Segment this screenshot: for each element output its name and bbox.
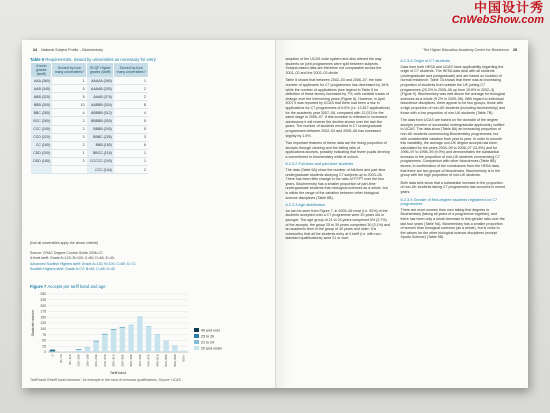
figure-caption	[30, 284, 106, 289]
legend-swatch	[194, 334, 199, 338]
table-row	[31, 133, 149, 141]
table-cell: CCC (144)	[87, 166, 114, 174]
x-tick-label: 0	[50, 354, 55, 357]
left-page	[22, 40, 276, 388]
body-paragraph: Table 5 shows that between 2002–03 and 2006–07, the total number of applicants for C7 programmes has decreased by 16%, while the number of applications (see legend to Table 5 for definition of these terms) increased by 7%, with variable tracks of change over the intervening years (Figure 8). However, in April 2007 it was reported by UCAS that there had been a rise in applications for C7 programmes of 6.6% (i.e. 12,817 applications) for the academic year 2007–08, compared with 12,023 for the same stage in 2006–07. If this increase is reflected in increased admissions it will reverse the decline shown over the last five years. The number of students enrolled in C7 undergraduate programmes between 2002–03 and 2005–06 has increased slightly by 1.5%.	[285, 78, 390, 138]
y-tick-label: 100	[40, 327, 46, 331]
watermark-en: CnWebShow.com	[451, 14, 544, 26]
x-tick-label: 160–199	[85, 354, 90, 367]
table-row	[31, 101, 149, 109]
bar-segment	[181, 351, 186, 352]
figure-note: Tariff band 0/‘tariff band unknown’, for example in the case of overseas qualifications. Source: UCAS.	[30, 378, 182, 382]
table-cell: BBBC (228)	[87, 133, 114, 141]
source-line: A level tariff: Grade A=120; B=100; C=80; D=60; E=40.	[30, 256, 115, 261]
body-paragraph: The data (Table 6A) show the number of full-time and part-time undergraduate students studying C7 subjects up to 2003–06. There has been little change in the ratio of FT:PT over the four years. Biochemistry has a smaller proportion of part-time undergraduate students than biological sciences as a whole, but is within the range of the variation between other biological science disciplines (Table 6B).	[285, 168, 388, 200]
bar-segment	[102, 335, 107, 352]
table-cell: ABBBB (312)	[87, 109, 114, 117]
bar-segment	[76, 350, 81, 352]
table-cell: 5	[52, 93, 87, 101]
bar-segment	[155, 335, 160, 352]
table-cell: CDD (200)	[31, 149, 52, 157]
left-running-head-text: National Subject Profile – Biochemistry	[41, 48, 103, 52]
section-heading: 6.2.3.2 Full-time and part-time students	[285, 161, 354, 167]
table-cell: 5	[114, 117, 148, 125]
legend-label: 25 to 39	[201, 334, 214, 339]
table-cell: 2	[52, 141, 87, 149]
bar-segment	[67, 351, 72, 352]
table-cell	[52, 166, 87, 174]
table-caption-text: Requirements, issued by universities as necessary for entry	[45, 57, 156, 62]
y-tick-label: 25	[42, 344, 46, 349]
bar-segment	[111, 330, 116, 352]
table-cell: BBB (300)	[31, 101, 52, 109]
table-cell: 5	[114, 125, 148, 133]
table-header-cell: Scored by how many universities?	[52, 63, 87, 77]
table-row	[31, 141, 149, 149]
table-cell: 3	[52, 133, 87, 141]
x-tick-label: 80–119	[67, 354, 72, 365]
table-cell: BBB (180)	[87, 141, 114, 149]
x-tick-label: 400–439	[137, 354, 142, 367]
table-row	[31, 109, 149, 117]
x-tick-label: 240–279	[102, 354, 107, 367]
table-cell: AAAB (376)	[87, 93, 114, 101]
y-tick-label: 200	[40, 303, 46, 308]
legend-swatch	[194, 346, 199, 350]
table-cell: 4	[114, 109, 148, 117]
table-cell: BBC (280)	[31, 109, 52, 117]
x-tick-label: 40–79	[59, 354, 64, 364]
table-row	[31, 157, 149, 165]
table-cell: 1	[52, 77, 87, 85]
table-row	[31, 117, 149, 125]
table-cell: 1	[114, 77, 148, 85]
y-tick-label: 125	[40, 321, 46, 326]
table-cell: AAB (340)	[31, 85, 52, 93]
table-cell: 6	[114, 141, 148, 149]
table-cell: CC (160)	[31, 141, 52, 149]
section-heading: 6.2.3.3 Age distribution	[285, 202, 326, 208]
table-row	[31, 149, 149, 157]
bar-segment	[172, 345, 177, 352]
body-paragraph: Data from both HESA and UCAS have applicability regarding the origin of C7 students. The HESA data deal with all students (undergraduate and postgraduate) and are based on location of normal residence. Table 7A shows that there was an increasing proportion of students from outside the UK joining C7 programmes (20.2% in 2005–06 up from 15.8% in 2002–3) (Figure 9). Biochemistry was well above the average for biological sciences as a whole (9.2% in 2005–06). With regard to individual bioscience disciplines, there appear to be two groups, those with a high proportion of non-UK students (including biochemistry) and those with a low proportion of non-UK students (Table 7B).	[400, 64, 506, 115]
table-row	[31, 166, 149, 174]
source-block	[30, 251, 150, 273]
table-cell: 8	[114, 101, 148, 109]
x-tick-label: 120–159	[76, 354, 81, 367]
table-cell: ABB (320)	[31, 93, 52, 101]
table-cell: AAAAA (360)	[87, 77, 114, 85]
table-cell: 10	[52, 101, 87, 109]
legend-swatch	[194, 340, 199, 344]
table-cell: AABBB (324)	[87, 101, 114, 109]
y-tick-label: 0	[44, 350, 46, 355]
table-cell: 2	[52, 117, 87, 125]
right-page	[276, 40, 529, 388]
bar-segment	[93, 342, 98, 352]
table-cell: CCD (220)	[31, 133, 52, 141]
bar-segment	[50, 351, 55, 352]
right-column-2	[401, 57, 506, 243]
y-tick-label: 225	[40, 298, 46, 302]
y-tick-label: 150	[40, 315, 46, 320]
y-axis-label: Students number	[31, 309, 35, 337]
legend-label: 21 to 24	[201, 340, 214, 345]
source-line: Source: CRAC Degree Course Guide 2006–07.	[30, 251, 104, 255]
table-header-cell: A level grades (tariff)	[31, 63, 52, 77]
table-row	[31, 93, 149, 101]
table-cell	[31, 166, 52, 174]
x-tick-label: 320–359	[120, 354, 125, 367]
table-row	[31, 85, 149, 93]
right-column-1	[286, 57, 391, 244]
table-header-cell: Scored by how many universities?	[114, 63, 148, 77]
table-cell: BBBBB (300)	[87, 117, 114, 125]
table-caption-label: Table 6	[30, 57, 45, 62]
section-heading: 6.2.3.4 Origin of C7 students	[400, 58, 451, 63]
right-running-head	[423, 48, 520, 52]
x-axis-label: Tariff band	[109, 371, 127, 375]
y-tick-label: 175	[40, 309, 46, 314]
table-cell: AAA (360)	[31, 77, 52, 85]
table-cell: 4	[52, 109, 87, 117]
table-row	[31, 125, 149, 133]
x-tick-label: 360–399	[129, 354, 134, 367]
requirements-table	[30, 63, 148, 174]
body-paragraph: adoption of the UCAS code system and also altered the way students on joint programmes were split between subjects. Subject-based data are therefore not comparable across the 2001–02 and the 2002–03 divide.	[285, 57, 382, 75]
table-cell: 1	[52, 149, 87, 157]
figure-caption-text: Accepts per tariff band and age	[47, 284, 106, 289]
x-tick-label: 600+	[181, 354, 186, 362]
legend-swatch	[194, 328, 199, 332]
y-tick-label: 250	[40, 292, 46, 297]
table-cell: 2	[52, 157, 87, 165]
table-cell: 5	[52, 85, 87, 93]
bar-segment	[120, 328, 125, 352]
bar-segment	[137, 317, 142, 352]
x-tick-label: 520–559	[164, 354, 169, 367]
bar-segment	[85, 347, 90, 352]
table-cell: 2	[114, 85, 148, 93]
source-line: Scottish Highers tariff: Grade A=72; B=60; C=48; D=42.	[30, 267, 116, 272]
table-header-cell: SCQF Higher grades (tariff)	[87, 63, 114, 77]
table-cell: CCCCC (240)	[87, 157, 114, 165]
body-paragraph: There are more women than men taking first degrees in Biochemistry (taking all years of a programme together), and there has been only a small decrease in this gender ratio over the last four years (Table 9A). Biochemistry has a smaller proportion of women than biological sciences (as a whole), but is close to the values for the other biological science disciplines (except Sports Science) (Table 9B).	[400, 207, 505, 240]
table-cell: BCC (260)	[31, 117, 52, 125]
y-tick-label: 50	[42, 338, 46, 343]
table-cell: 3	[114, 133, 148, 141]
x-tick-label: 560–599	[172, 354, 177, 367]
source-line: Advanced Scottish Highers tariff: Grade A=130; B=100; C=80; D=72.	[30, 261, 137, 266]
table-cell: 1	[114, 149, 148, 157]
right-running-head-text: The Higher Education Academy Centre for Bioscience	[423, 48, 509, 52]
table-cell: CCC (240)	[31, 125, 52, 133]
legend-label: 40 and over	[201, 328, 220, 333]
table-caption	[30, 57, 156, 62]
table-cell: BBBB (240)	[87, 125, 114, 133]
bar-segment	[128, 325, 133, 352]
table-header-row	[31, 63, 149, 77]
bar-segment	[146, 326, 151, 352]
x-tick-label: 200–239	[94, 354, 99, 367]
right-page-number: 25	[513, 48, 517, 52]
table-cell: DDD (180)	[31, 157, 52, 165]
legend-label: 20 and under	[201, 346, 223, 351]
x-tick-label: 280–319	[111, 354, 116, 367]
table-cell: AAAAB (330)	[87, 85, 114, 93]
table-row	[31, 77, 149, 85]
brochure-spread	[22, 40, 528, 388]
table-cell: BBCC (216)	[87, 149, 114, 157]
left-running-head	[30, 48, 103, 52]
table-cell: 2	[114, 93, 148, 101]
body-paragraph: Two important features of these data are the rising proportion of accepts through clearing and the falling ratio of applications:accepts, possibly indicating that fewer pupils develop a commitment to biochemistry while at school.	[285, 141, 390, 159]
figure-caption-label: Figure 7	[30, 284, 47, 289]
bar-segment	[50, 350, 55, 351]
watermark	[452, 2, 544, 26]
bar-segment	[50, 350, 55, 351]
body-paragraph: Both data sets show that a substantial increase in the proportion of non-UK students taking C7 programmes has occurred in recent years.	[400, 180, 506, 195]
table-cell: 2	[114, 166, 148, 174]
y-tick-label: 75	[42, 332, 46, 337]
table-cell: 2	[52, 125, 87, 133]
body-paragraph: As can be seen from Figure 7, in 2005–06 most (i.e. 92%) of the students accepted onto a C7 programme were 20 years old or younger. The age group of 21 to 24 years comprised 5% (3.7%) of the accepts, the group 25 to 39 years comprised 30 (3.1%) and an academic term in the group of 40 years and older. It is noteworthy that all the students entry at 0 tariff (i.e. with non-standard qualifications) were 21 or over.	[285, 208, 390, 241]
age-tariff-chart	[28, 290, 268, 376]
left-page-number: 24	[33, 48, 37, 52]
section-heading: 6.2.3.5 Gender of first-degree students registered on C7 programmes	[400, 196, 498, 207]
table-cell: 1	[114, 157, 148, 165]
table-body	[31, 77, 149, 174]
bar-segment	[163, 340, 168, 352]
x-tick-label: 480–519	[155, 354, 160, 367]
watermark-cn: 中国设计秀	[473, 1, 544, 16]
body-paragraph: The data from UCAS are based on the domicile of the degree accepts (number of successful undergraduate applicants) notified to UCAS. The data show (Table 8A) an increasing proportion of non-UK students commencing Biochemistry programmes, but with considerable variation from year to year. In order to smooth this variability, the average non-UK degree accepts has been calculated for the years 2004–05 to 2006–07 (11.8%) and for 1996–97 to 1998–99 (9.9%) and demonstrates the substantial increase in the proportion of non-UK students commencing C7 programmes. Comparison with other biosciences (Table 8B) shows, in confirmation of the conclusions from the HESA data, that there are two groups of biosciences. Biochemistry is in the group with the high proportion of non-UK students.	[400, 118, 505, 178]
table-note: (Not all universities apply the above criteria)	[30, 241, 98, 245]
x-tick-label: 440–479	[146, 354, 151, 367]
